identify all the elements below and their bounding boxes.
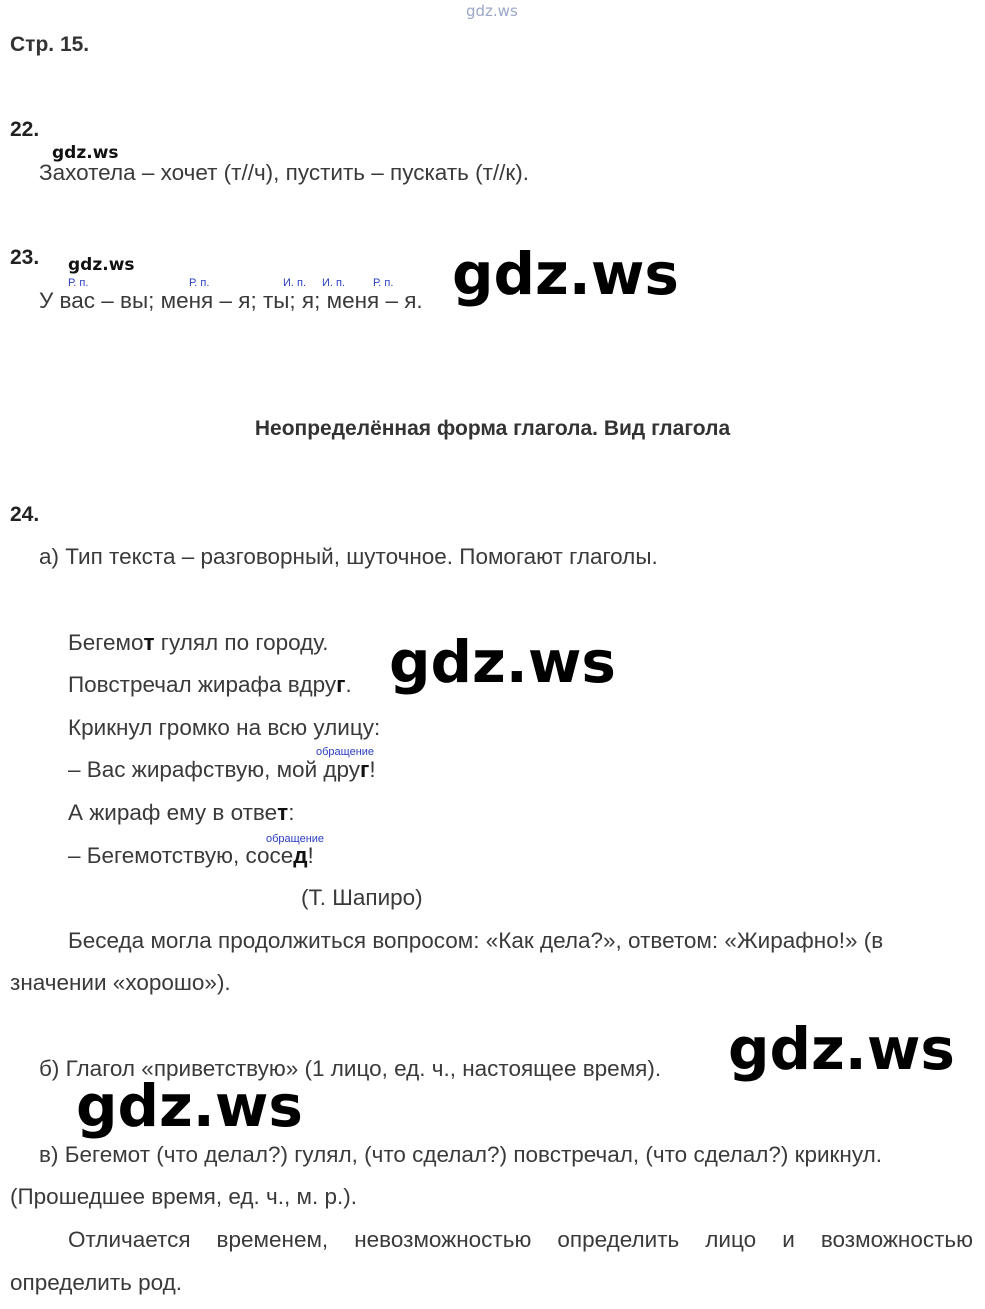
exercise-24-part-b: б) Глагол «приветствую» (1 лицо, ед. ч., настоящее время). xyxy=(39,1056,662,1081)
case-annotation: Р. п. xyxy=(189,277,210,289)
poem-line: Повстречал жирафа вдруг. xyxy=(68,672,352,697)
watermark-small-23: gdz.ws xyxy=(68,255,135,275)
address-annotation: обращение xyxy=(266,833,325,845)
final-paragraph-line: определить род. xyxy=(10,1270,183,1295)
exercise-24-part-v-cont: (Прошедшее время, ед. ч., м. р.). xyxy=(10,1184,357,1209)
paragraph-line: значении «хорошо»). xyxy=(10,970,231,995)
exercise-23-text: У вас – вы; меня – я; ты; я; меня – я. xyxy=(39,288,423,313)
watermark-big-b-left: gdz.ws xyxy=(76,1072,303,1140)
page-label: Стр. 15. xyxy=(10,33,90,56)
exercise-24-number: 24. xyxy=(10,503,40,526)
section-heading: Неопределённая форма глагола. Вид глагола xyxy=(254,417,731,440)
watermark-big-poem: gdz.ws xyxy=(389,628,616,696)
exercise-23-number: 23. xyxy=(10,246,40,269)
poem-line: – Вас жирафствую, мой друг! xyxy=(68,757,376,782)
watermark-small-22: gdz.ws xyxy=(52,143,119,163)
exercise-24-part-v: в) Бегемот (что делал?) гулял, (что сделал?) повстречал, (что сделал?) крикнул. xyxy=(39,1142,882,1167)
case-annotation: И. п. xyxy=(322,277,346,289)
watermark-big-b-right: gdz.ws xyxy=(728,1015,955,1083)
watermark-big-23: gdz.ws xyxy=(452,240,679,308)
case-annotation: И. п. xyxy=(283,277,307,289)
exercise-24-part-a: а) Тип текста – разговорный, шуточное. Помогают глаголы. xyxy=(39,544,658,569)
case-annotation: Р. п. xyxy=(68,277,89,289)
poem-line: Бегемот гулял по городу. xyxy=(68,630,329,655)
case-annotation: Р. п. xyxy=(373,277,394,289)
poem-line: А жираф ему в ответ: xyxy=(68,800,295,825)
exercise-22-text: Захотела – хочет (т//ч), пустить – пускать (т//к). xyxy=(39,160,529,185)
poem-line: – Бегемотствую, сосед! xyxy=(68,843,314,868)
paragraph-line: Беседа могла продолжиться вопросом: «Как дела?», ответом: «Жирафно!» (в xyxy=(68,928,884,953)
final-paragraph-line: Отличается временем, невозможностью определить лицо и возможностью xyxy=(68,1227,973,1252)
poem-line: Крикнул громко на всю улицу: xyxy=(68,715,381,740)
poem-author: (Т. Шапиро) xyxy=(301,885,423,910)
watermark-top: gdz.ws xyxy=(466,2,518,20)
exercise-22-number: 22. xyxy=(10,118,40,141)
address-annotation: обращение xyxy=(316,746,375,758)
